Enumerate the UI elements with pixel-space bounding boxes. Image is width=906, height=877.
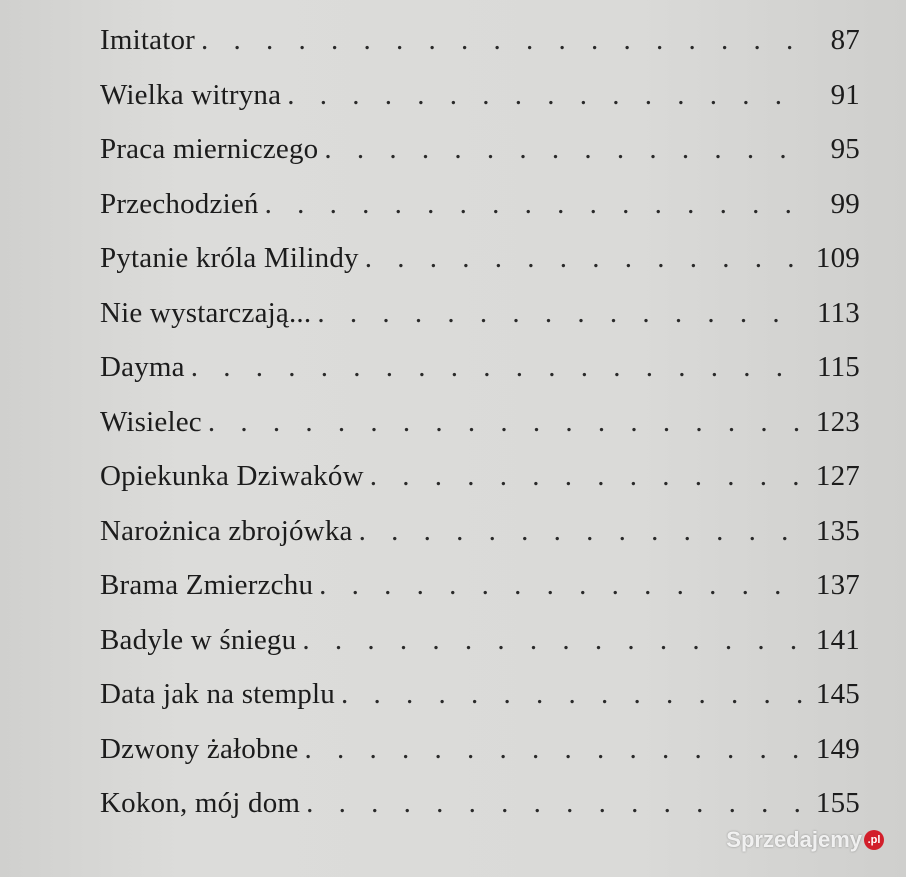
toc-entry: [100, 406, 860, 461]
toc-entry-page: 113: [816, 296, 860, 329]
toc-entry: [100, 569, 860, 624]
dot-leader: [319, 569, 804, 602]
dot-leader: [191, 351, 804, 384]
dot-leader: [324, 133, 804, 166]
toc-entry-title: Badyle w śniegu: [100, 623, 297, 656]
toc-entry: [100, 351, 860, 406]
toc-entry-title: Praca mierniczego: [100, 133, 319, 165]
table-of-contents: [100, 24, 860, 842]
toc-entry: [100, 133, 860, 188]
toc-entry-page: 141: [815, 623, 860, 656]
dot-leader: [359, 515, 804, 548]
toc-entry-page: 155: [815, 787, 860, 819]
toc-entry-title: Dzwony żałobne: [100, 732, 299, 765]
dot-leader: [306, 787, 804, 820]
toc-entry-title: Przechodzień: [100, 187, 259, 220]
toc-entry-page: 99: [830, 187, 860, 220]
toc-entry: [100, 515, 860, 570]
toc-entry: [100, 678, 860, 733]
toc-entry-title: Pytanie króla Milindy: [100, 242, 359, 274]
toc-entry-title: Opiekunka Dziwaków: [100, 460, 364, 492]
toc-entry-page: 145: [815, 678, 860, 710]
dot-leader: [341, 678, 804, 711]
toc-entry: [100, 24, 860, 79]
toc-entry: [100, 242, 860, 297]
watermark-text: Sprzedajemy: [726, 827, 862, 852]
toc-entry-page: 137: [815, 569, 860, 601]
dot-leader: [317, 297, 804, 330]
toc-entry-title: Wielka witryna: [100, 78, 282, 111]
toc-entry-title: Brama Zmierzchu: [100, 569, 314, 601]
dot-leader: [287, 79, 804, 112]
toc-entry-title: Wisielec: [100, 405, 202, 438]
toc-entry-title: Nie wystarczają...: [100, 296, 312, 329]
toc-entry-page: 127: [815, 460, 860, 492]
toc-entry-page: 95: [830, 133, 860, 165]
dot-leader: [201, 24, 804, 57]
toc-entry-page: 123: [815, 405, 860, 438]
toc-entry-page: 115: [816, 351, 860, 383]
toc-entry-page: 91: [830, 78, 860, 111]
sprzedajemy-watermark: [726, 827, 884, 853]
dot-leader: [304, 733, 804, 766]
toc-entry-title: Narożnica zbrojówka: [100, 514, 353, 547]
toc-entry-title: Kokon, mój dom: [100, 787, 301, 819]
toc-entry-page: 109: [815, 242, 860, 274]
toc-entry: [100, 733, 860, 788]
toc-entry-page: 135: [815, 514, 860, 547]
toc-entry: [100, 460, 860, 515]
toc-entry-title: Imitator: [100, 24, 196, 56]
dot-leader: [265, 188, 804, 221]
dot-leader: [370, 460, 804, 493]
dot-leader: [302, 624, 804, 657]
toc-entry-title: Dayma: [100, 351, 185, 383]
dot-leader: [365, 242, 804, 275]
toc-entry-page: 149: [815, 732, 860, 765]
toc-entry: [100, 297, 860, 352]
toc-entry-title: Data jak na stemplu: [100, 678, 335, 710]
dot-leader: [208, 406, 804, 439]
toc-entry: [100, 79, 860, 134]
toc-entry: [100, 624, 860, 679]
watermark-badge: .pl: [864, 830, 884, 850]
toc-entry: [100, 188, 860, 243]
toc-entry-page: 87: [830, 24, 860, 56]
